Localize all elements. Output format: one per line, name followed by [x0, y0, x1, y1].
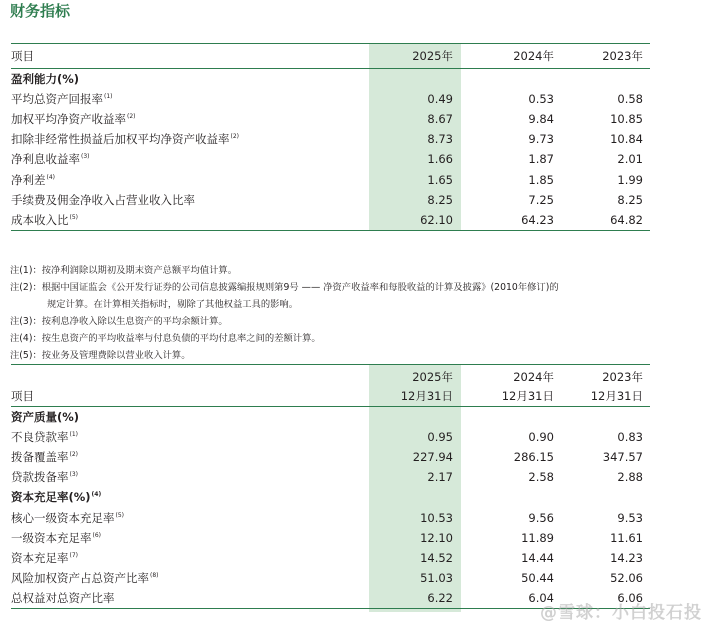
table-row: [11, 169, 650, 189]
footnote-ref: (2): [69, 451, 78, 459]
table-row: [11, 210, 650, 231]
header-item: 项目: [11, 44, 369, 69]
row-label-text: 净利差: [11, 172, 46, 187]
table-header-row: [11, 44, 650, 69]
row-label: [11, 568, 369, 588]
value-2024: 64.23: [461, 210, 556, 231]
table-row: [11, 548, 650, 568]
footnote-ref: (7): [69, 551, 78, 559]
footnote-ref: (6): [92, 531, 101, 539]
row-label: [11, 467, 369, 487]
asset-capital-table: [11, 364, 650, 609]
value-2023: 10.84: [610, 132, 643, 147]
row-label-text: 成本收入比: [11, 212, 69, 227]
row-label: [11, 447, 369, 467]
row-label: [11, 210, 369, 231]
value-2023: 0.58: [617, 92, 643, 107]
value-2024: 2.58: [528, 470, 554, 485]
footnote-ref: (2): [230, 133, 239, 141]
table-row: [11, 447, 650, 467]
row-label: [11, 129, 369, 149]
table-row: [11, 129, 650, 149]
value-2024: 7.25: [528, 192, 554, 207]
footnote-ref: (3): [81, 153, 90, 161]
table-row: [11, 528, 650, 548]
profitability-table: [11, 43, 650, 231]
footnote-2-cont: 规定计算。在计算相关指标时，剔除了其他权益工具的影响。: [47, 299, 299, 310]
section-row: [11, 407, 650, 428]
value-2025: 1.65: [427, 172, 453, 187]
value-2023: 14.23: [610, 550, 643, 565]
value-2023: 2.01: [617, 152, 643, 167]
row-label: [11, 548, 369, 568]
table-row: [11, 427, 650, 447]
watermark: @雪球：小白投石投: [540, 603, 702, 623]
row-label-text: 贷款拨备率: [11, 470, 69, 485]
value-2024: 14.44: [521, 550, 554, 565]
value-2024: 1.87: [528, 152, 554, 167]
value-2023: 64.82: [556, 210, 650, 231]
value-2023: 52.06: [610, 570, 643, 585]
value-2024: 0.90: [528, 430, 554, 445]
footnote-ref: (5): [115, 511, 124, 519]
section-profitability: 盈利能力(%): [11, 72, 80, 87]
row-label-text: 拨备覆盖率: [11, 450, 69, 465]
header-2024: 2024年: [461, 44, 556, 69]
table-row: [11, 109, 650, 129]
row-label: [11, 528, 369, 548]
header-year-2024: 2024年: [461, 365, 556, 386]
footnote-4: 注(4)：按生息资产的平均收益率与付息负债的平均付息率之间的差额计算。: [10, 333, 321, 344]
header-year-2025: 2025年: [369, 365, 461, 386]
table-header-row-dates: [11, 385, 650, 407]
value-2024: 11.89: [521, 530, 554, 545]
value-2023: 347.57: [602, 450, 643, 465]
section-row: [11, 487, 650, 507]
footnote-1: 注(1)：按净利润除以期初及期末资产总额平均值计算。: [10, 265, 237, 276]
value-2023: 6.06: [556, 588, 650, 609]
footnotes: [10, 262, 670, 364]
row-label: [11, 169, 369, 189]
table-header-row-years: [11, 365, 650, 386]
table-row: [11, 507, 650, 527]
table-row: [11, 467, 650, 487]
page-title: 财务指标: [10, 2, 71, 20]
row-label-text: 资本充足率: [11, 550, 69, 565]
row-label: [11, 190, 369, 210]
table-row: [11, 89, 650, 109]
row-label-text: 平均总资产回报率: [11, 92, 103, 107]
value-2023: 9.53: [617, 510, 643, 525]
value-2025: 8.73: [427, 132, 453, 147]
header-date-2024: 12月31日: [461, 385, 556, 407]
table-row: [11, 568, 650, 588]
value-2025: 0.49: [427, 92, 453, 107]
footnote-ref: (5): [69, 213, 78, 221]
header-2025: 2025年: [369, 44, 461, 69]
value-2025: 51.03: [420, 570, 453, 585]
value-2023: 11.61: [610, 530, 643, 545]
value-2025: 0.95: [427, 430, 453, 445]
value-2024: 50.44: [521, 570, 554, 585]
value-2025: 2.17: [427, 470, 453, 485]
row-label-text: 总权益对总资产比率: [11, 590, 115, 605]
value-2023: 8.25: [617, 192, 643, 207]
row-label: [11, 89, 369, 109]
row-label-text: 净利息收益率: [11, 152, 80, 167]
value-2023: 2.88: [617, 470, 643, 485]
section-capital-adequacy: 资本充足率(%)$^{(4)}$: [11, 490, 102, 505]
value-2025: 14.52: [420, 550, 453, 565]
footnote-ref: (4): [46, 173, 55, 181]
footnote-3: 注(3)：按利息净收入除以生息资产的平均余额计算。: [10, 316, 228, 327]
value-2025: 6.22: [369, 588, 461, 609]
header-2023: 2023年: [556, 44, 650, 69]
footnote-ref: (1): [104, 93, 113, 101]
header-date-2025: 12月31日: [369, 385, 461, 407]
value-2025: 62.10: [369, 210, 461, 231]
value-2023: 0.83: [617, 430, 643, 445]
row-label-text: 扣除非经常性损益后加权平均净资产收益率: [11, 132, 230, 147]
value-2024: 0.53: [528, 92, 554, 107]
value-2025: 1.66: [427, 152, 453, 167]
row-label: [11, 588, 369, 609]
section-row: [11, 69, 650, 90]
row-label-text: 核心一级资本充足率: [11, 510, 115, 525]
table-row: [11, 190, 650, 210]
footnote-ref: (3): [69, 471, 78, 479]
row-label-text: 风险加权资产占总资产比率: [11, 570, 149, 585]
header-date-2023: 12月31日: [556, 385, 650, 407]
value-2023: 1.99: [617, 172, 643, 187]
footnote-ref: (8): [150, 571, 159, 579]
value-2025: 12.10: [420, 530, 453, 545]
row-label: [11, 109, 369, 129]
value-2024: 9.73: [528, 132, 554, 147]
footnote-ref: (1): [69, 431, 78, 439]
footnote-2: 注(2)：根据中国证监会《公开发行证券的公司信息披露编报规则第9号 —— 净资产收益率和每股收益的计算及披露》(2010年修订)的: [10, 282, 559, 293]
value-2025: 227.94: [412, 450, 453, 465]
header-item: 项目: [11, 385, 369, 407]
row-label-text: 加权平均净资产收益率: [11, 112, 126, 127]
value-2024: 9.84: [528, 112, 554, 127]
value-2023: 10.85: [610, 112, 643, 127]
value-2024: 1.85: [528, 172, 554, 187]
value-2024: 9.56: [528, 510, 554, 525]
table-row: [11, 149, 650, 169]
row-label-text: 一级资本充足率: [11, 530, 92, 545]
value-2025: 10.53: [420, 510, 453, 525]
row-label: [11, 507, 369, 527]
value-2025: 8.25: [427, 192, 453, 207]
footnote-ref: (2): [127, 113, 136, 121]
row-label-text: 不良贷款率: [11, 430, 69, 445]
value-2024: 286.15: [513, 450, 554, 465]
value-2024: 6.04: [461, 588, 556, 609]
value-2025: 8.67: [427, 112, 453, 127]
footnote-5: 注(5)：按业务及管理费除以营业收入计算。: [10, 350, 191, 361]
section-asset-quality: 资产质量(%): [11, 410, 80, 425]
row-label-text: 手续费及佣金净收入占营业收入比率: [11, 192, 195, 207]
header-year-2023: 2023年: [556, 365, 650, 386]
row-label: [11, 149, 369, 169]
row-label: [11, 427, 369, 447]
